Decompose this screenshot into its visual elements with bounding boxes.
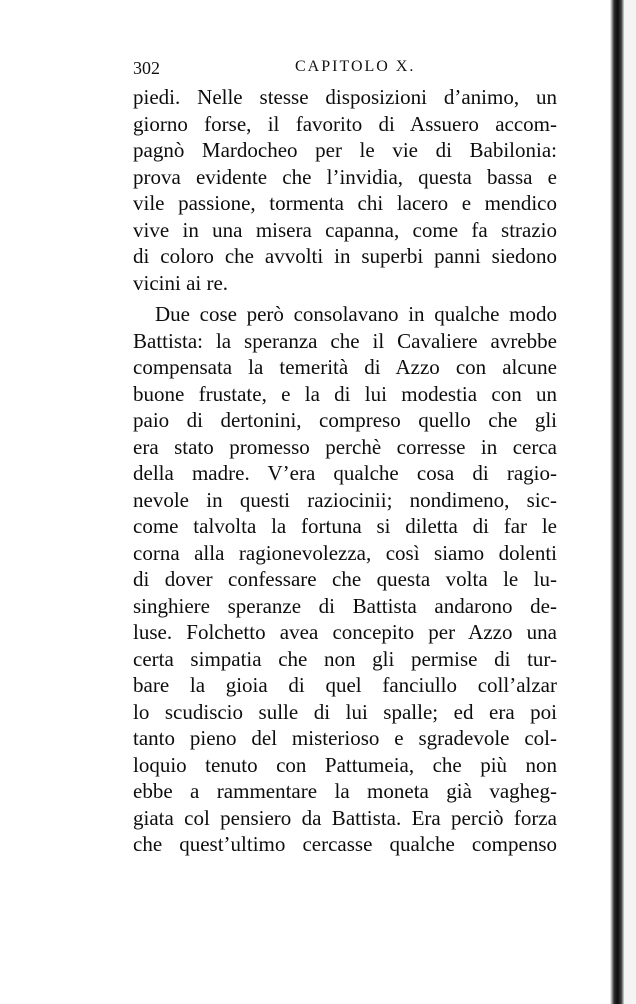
text-line: singhiere speranze di Battista andarono de- — [133, 593, 557, 618]
chapter-title: CAPITOLO X. — [295, 58, 416, 75]
paragraph-2 — [133, 301, 557, 858]
text-line: giorno forse, il favorito di Assuero accom- — [133, 111, 557, 136]
text-line: paio di dertonini, compreso quello che gli — [133, 408, 557, 432]
paragraph-1 — [133, 84, 557, 296]
text-line: Due cose però consolavano in qualche modo — [155, 302, 557, 326]
text-line: pagnò Mardocheo per le vie di Babilonia: — [133, 138, 557, 162]
text-line: della madre. V’era qualche cosa di ragio- — [133, 461, 557, 485]
text-line: era stato promesso perchè corresse in cerca — [133, 434, 557, 459]
body-text — [133, 84, 557, 858]
text-line: di dover confessare che questa volta le lu- — [133, 567, 557, 591]
page-edge-shadow — [610, 0, 624, 1004]
text-line: loquio tenuto con Pattumeia, che più non — [133, 752, 557, 777]
running-head — [133, 58, 553, 84]
text-line: compensata la temerità di Azzo con alcune — [133, 355, 557, 379]
text-line: luse. Folchetto avea concepito per Azzo una — [133, 620, 557, 644]
text-line: vicini ai re. — [133, 270, 229, 295]
text-line: vive in una misera capanna, come fa strazio — [133, 217, 557, 242]
text-line: prova evidente che l’invidia, questa bassa e — [133, 164, 557, 189]
text-line: ebbe a rammentare la moneta già vagheg- — [133, 779, 557, 803]
text-line: giata col pensiero da Battista. Era perciò forza — [133, 805, 557, 830]
page-number: 302 — [133, 58, 160, 78]
text-line: lo scudiscio sulle di lui spalle; ed era poi — [133, 699, 557, 724]
text-line: Battista: la speranza che il Cavaliere avrebbe — [133, 328, 557, 353]
page-edge-background — [624, 0, 636, 1004]
text-line: certa simpatia che non gli permise di tur- — [133, 646, 557, 671]
text-line: tanto pieno del misterioso e sgradevole col- — [133, 726, 557, 750]
text-line: corna alla ragionevolezza, così siamo dolenti — [133, 540, 557, 565]
text-line: di coloro che avvolti in superbi panni siedono — [133, 244, 557, 268]
text-line: nevole in questi raziocinii; nondimeno, sic- — [133, 487, 557, 512]
text-line: piedi. Nelle stesse disposizioni d’animo, un — [133, 85, 557, 109]
text-line: che quest’ultimo cercasse qualche compenso — [133, 832, 557, 856]
text-line: buone frustate, e la di lui modestia con un — [133, 381, 557, 406]
text-line: bare la gioia di quel fanciullo coll’alzar — [133, 673, 557, 697]
text-line: come talvolta la fortuna si diletta di far le — [133, 514, 557, 538]
text-line: vile passione, tormenta chi lacero e mendico — [133, 191, 557, 215]
